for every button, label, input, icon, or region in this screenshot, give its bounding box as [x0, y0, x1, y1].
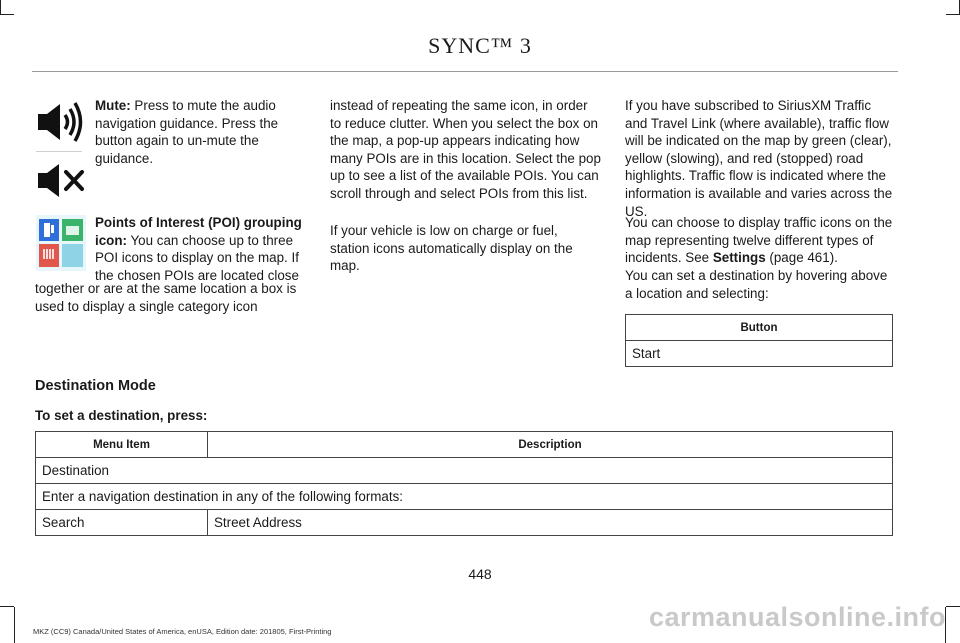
table-row: Enter a navigation destination in any of the following formats:: [36, 484, 893, 510]
poi-text: You can choose up to three POI icons to display on the map. If the chosen POIs are located close: [95, 232, 299, 283]
settings-link[interactable]: Settings: [712, 250, 766, 266]
crop-mark: [0, 0, 1, 14]
poi-grouping-icon: [36, 215, 86, 276]
speaker-muted-icon: [36, 163, 88, 204]
watermark: carmanualsonline.info: [648, 602, 946, 632]
page-title: SYNC™ 3: [428, 33, 532, 58]
traffic-paragraph: If you have subscribed to SiriusXM Traffic and Travel Link (where available), traffic flow will be indicated on the map by green (clear), yellow (slowing), and red (stopped) road highlights. Traffic flow is indicated where the information is available and varies across the US.: [625, 98, 893, 219]
clutter-paragraph: instead of repeating the same icon, in order to reduce clutter. When you select the box on the map, a pop-up appears indicating how many POIs are in this location. Select the pop up to see a list of the available POIs. You can scroll through and select POIs from this list.: [330, 98, 601, 201]
mute-term: Mute:: [95, 98, 131, 113]
page-number: 448: [468, 566, 492, 582]
crop-mark: [0, 606, 14, 607]
poi-continued: together or are at the same location a box is used to display a single category icon: [35, 281, 297, 314]
crop-mark: [0, 14, 14, 15]
destination-subheading: To set a destination, press:: [35, 408, 208, 423]
table-cell-menu-item: Search: [36, 510, 208, 536]
destination-table: [35, 431, 893, 536]
speaker-volume-icon: [36, 100, 88, 151]
button-table-header: Button: [626, 315, 893, 341]
icon-divider: [36, 151, 82, 152]
mute-description: [95, 97, 285, 167]
poi-term: Points of Interest (POI) grouping icon:: [95, 215, 302, 248]
mute-text: Press to mute the audio navigation guidance. Press the button again to un-mute the guidance.: [95, 98, 279, 166]
destination-mode-heading: Destination Mode: [35, 378, 156, 394]
header-divider: [32, 71, 898, 72]
table-row: Destination: [36, 458, 893, 484]
poi-description: [95, 214, 305, 284]
low-charge-paragraph: If your vehicle is low on charge or fuel, station icons automatically display on the map.: [330, 223, 573, 274]
description-header: Description: [208, 432, 893, 458]
button-table-row: Start: [626, 341, 893, 367]
crop-mark: [946, 14, 960, 15]
traffic-icons-paragraph: You can choose to display traffic icons on the map representing twelve different types of incidents. See Settings (page 461).: [625, 215, 893, 266]
crop-mark: [946, 606, 960, 607]
edition-footer: MKZ (CC9) Canada/United States of America, enUSA, Edition date: 201805, First-Printing: [33, 627, 332, 636]
button-table: [625, 314, 893, 367]
set-destination-paragraph: You can set a destination by hovering above a location and selecting:: [625, 268, 888, 301]
table-cell-description: Street Address: [208, 510, 893, 536]
crop-mark: [14, 607, 15, 643]
menu-item-header: Menu Item: [36, 432, 208, 458]
